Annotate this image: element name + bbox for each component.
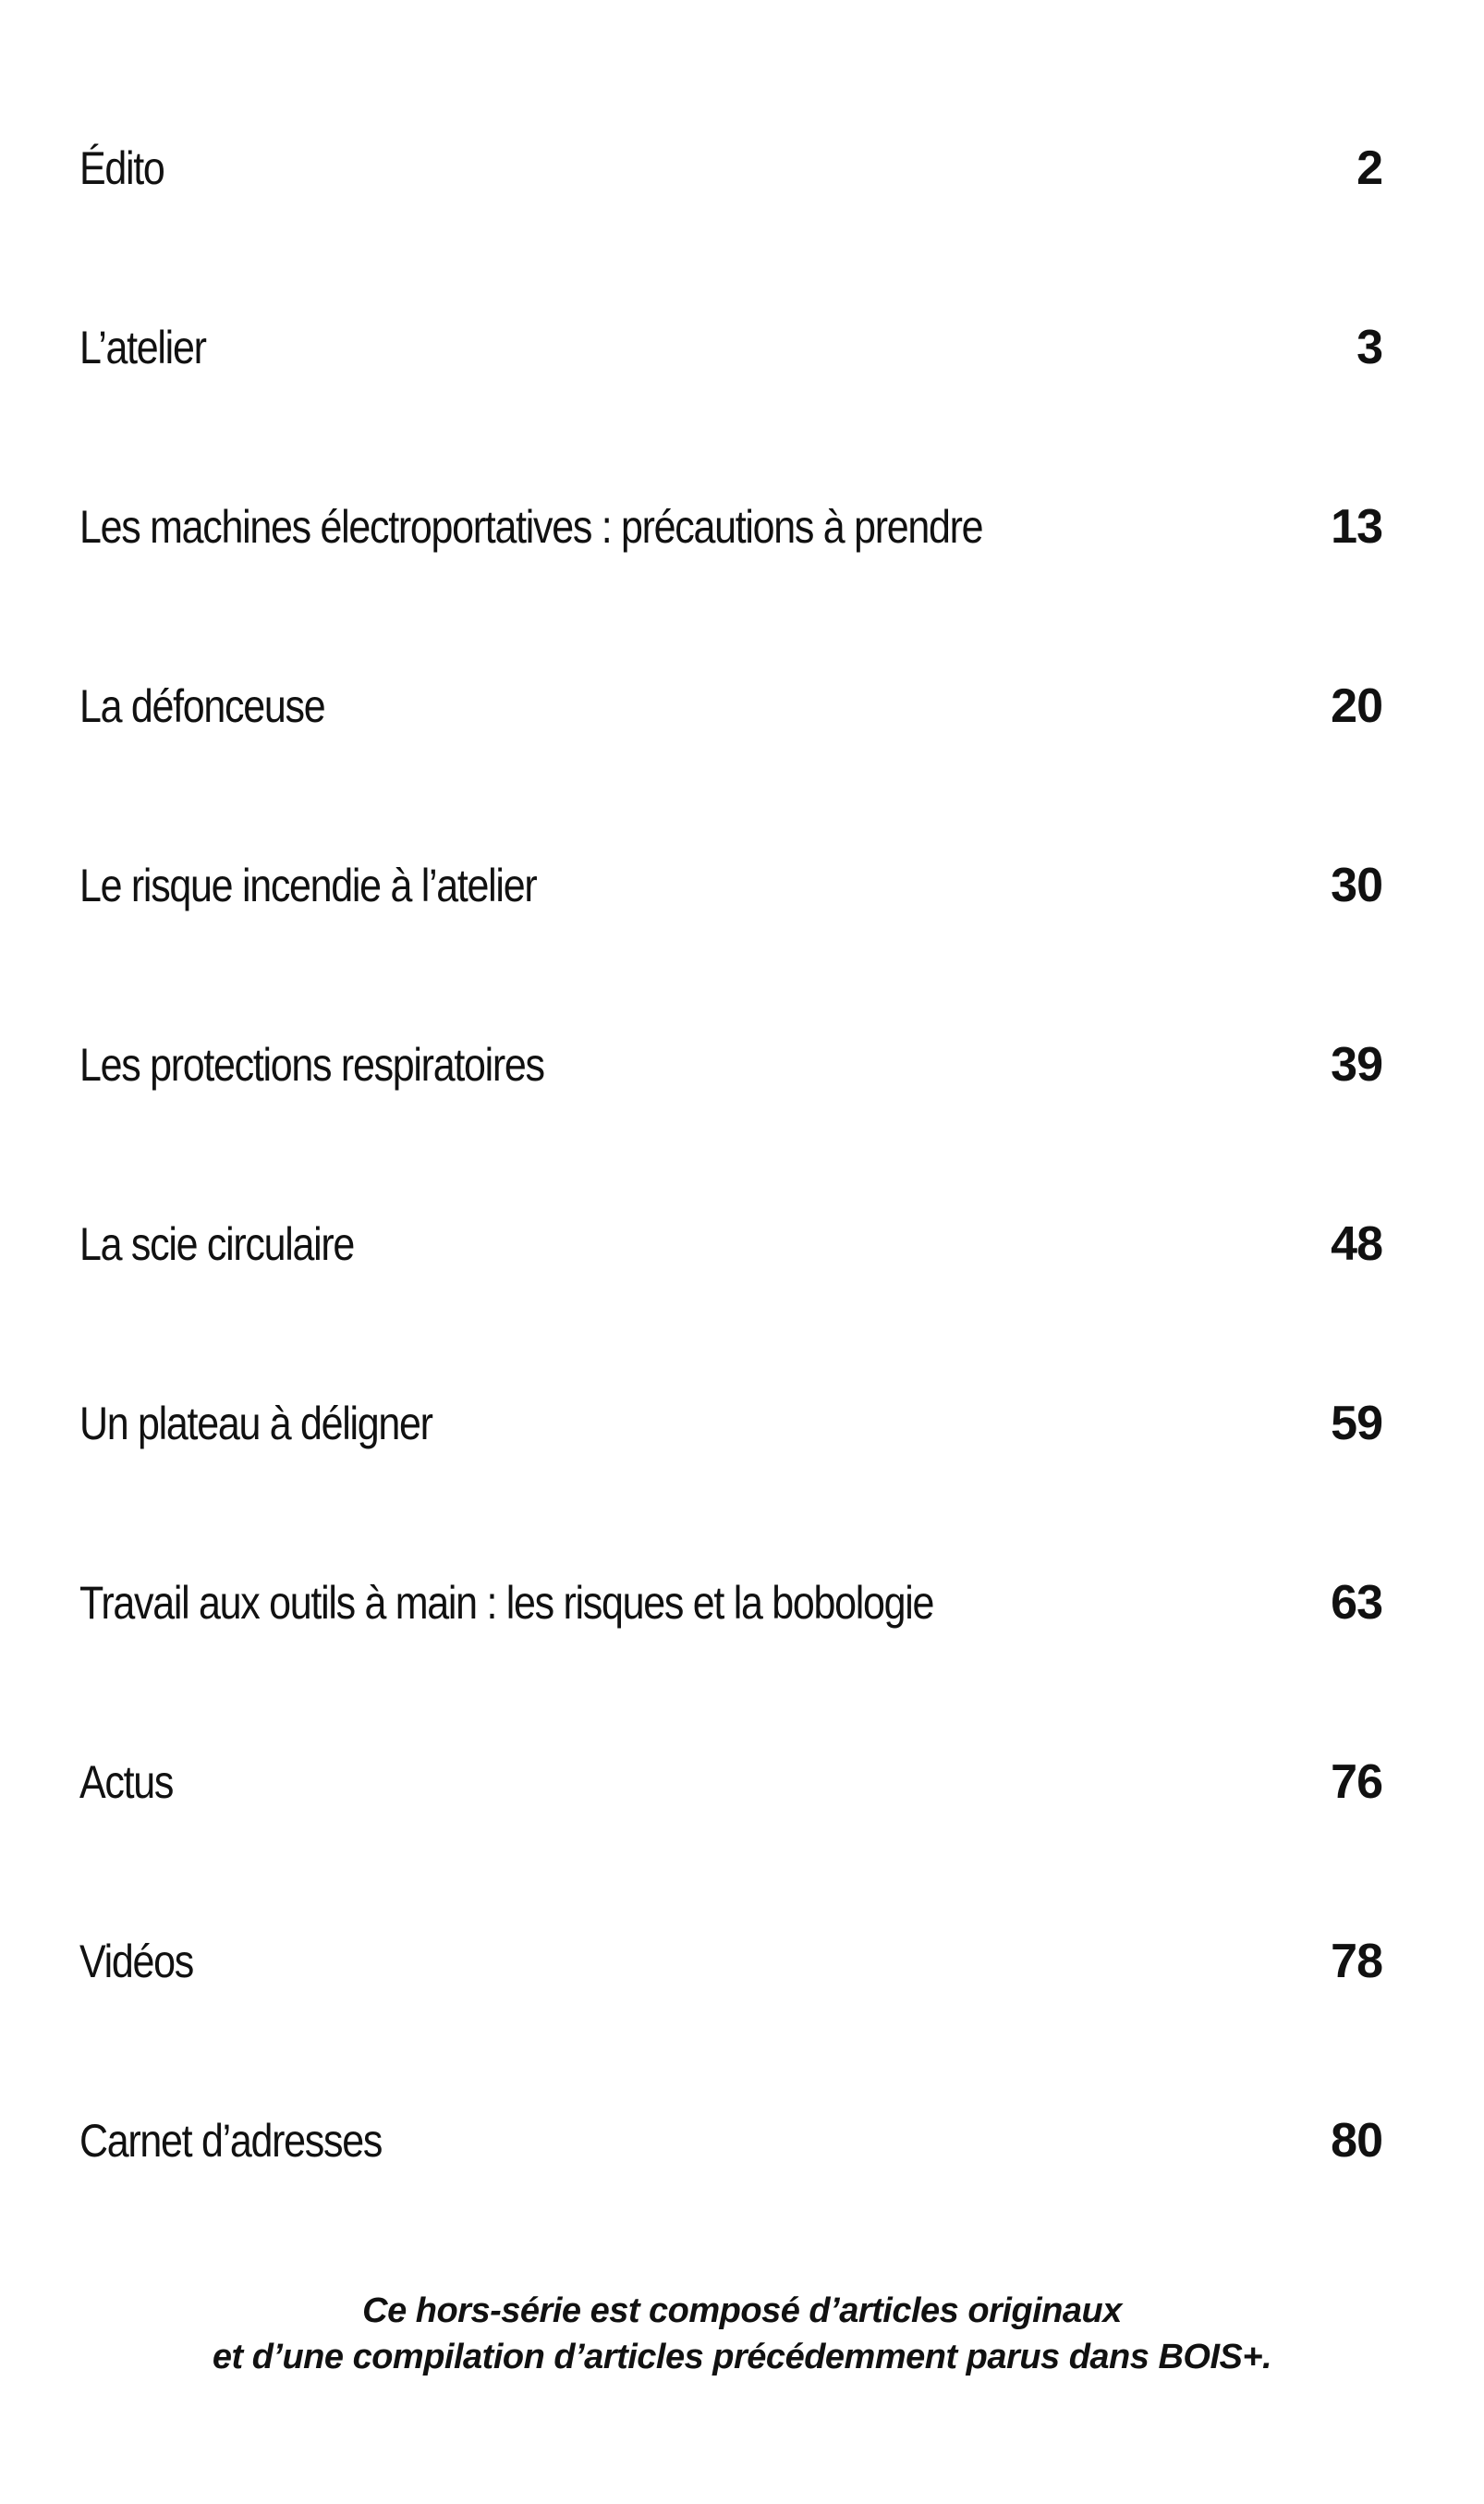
- toc-entry-page-number: 30: [1331, 859, 1382, 912]
- toc-entry-page-number: 63: [1331, 1576, 1382, 1630]
- toc-entry-page-number: 76: [1331, 1755, 1382, 1809]
- toc-entry-actus[interactable]: [79, 1745, 1382, 1819]
- toc-entry-plateau-a-deligner[interactable]: [79, 1386, 1382, 1460]
- toc-entry-videos[interactable]: [79, 1924, 1382, 1998]
- toc-entry-outils-a-main[interactable]: [79, 1566, 1382, 1640]
- toc-entry-page-number: 80: [1331, 2114, 1382, 2168]
- toc-entry-title: Travail aux outils à main : les risques et la bobologie: [79, 1577, 934, 1629]
- toc-entry-scie-circulaire[interactable]: [79, 1207, 1382, 1281]
- toc-entry-title: Vidéos: [79, 1936, 193, 1987]
- toc-entry-machines-electroportatives[interactable]: [79, 490, 1382, 564]
- toc-entry-page-number: 78: [1331, 1935, 1382, 1988]
- toc-entry-page-number: 48: [1331, 1217, 1382, 1271]
- toc-entry-risque-incendie[interactable]: [79, 849, 1382, 922]
- toc-entry-title: Édito: [79, 142, 164, 194]
- toc-entry-page-number: 3: [1356, 321, 1382, 374]
- toc-entry-page-number: 59: [1331, 1397, 1382, 1450]
- footer-note-line-2: et d’une compilation d’articles précédemment parus dans BOIS+.: [212, 2338, 1272, 2376]
- footer-note: [0, 2288, 1484, 2380]
- toc-entry-title: Le risque incendie à l’atelier: [79, 860, 537, 911]
- toc-entry-protections-respiratoires[interactable]: [79, 1028, 1382, 1102]
- toc-entry-title: Un plateau à déligner: [79, 1398, 432, 1449]
- toc-entry-title: Les machines électroportatives : précautions à prendre: [79, 501, 983, 553]
- toc-entry-page-number: 13: [1331, 500, 1382, 554]
- toc-entry-title: Actus: [79, 1756, 174, 1808]
- toc-entry-title: La scie circulaire: [79, 1218, 355, 1270]
- toc-entry-title: La défonceuse: [79, 680, 325, 732]
- footer-note-line-1: Ce hors-série est composé d’articles originaux: [362, 2291, 1122, 2330]
- toc-entry-carnet-adresses[interactable]: [79, 2104, 1382, 2178]
- toc-entry-title: Carnet d’adresses: [79, 2115, 383, 2167]
- toc-entry-atelier[interactable]: [79, 311, 1382, 385]
- toc-entry-title: Les protections respiratoires: [79, 1039, 544, 1091]
- toc-entry-edito[interactable]: [79, 131, 1382, 205]
- toc-entry-page-number: 39: [1331, 1038, 1382, 1092]
- toc-entry-page-number: 20: [1331, 679, 1382, 733]
- toc-entry-defonceuse[interactable]: [79, 669, 1382, 743]
- toc-entry-title: L’atelier: [79, 322, 206, 373]
- toc-entry-page-number: 2: [1356, 141, 1382, 195]
